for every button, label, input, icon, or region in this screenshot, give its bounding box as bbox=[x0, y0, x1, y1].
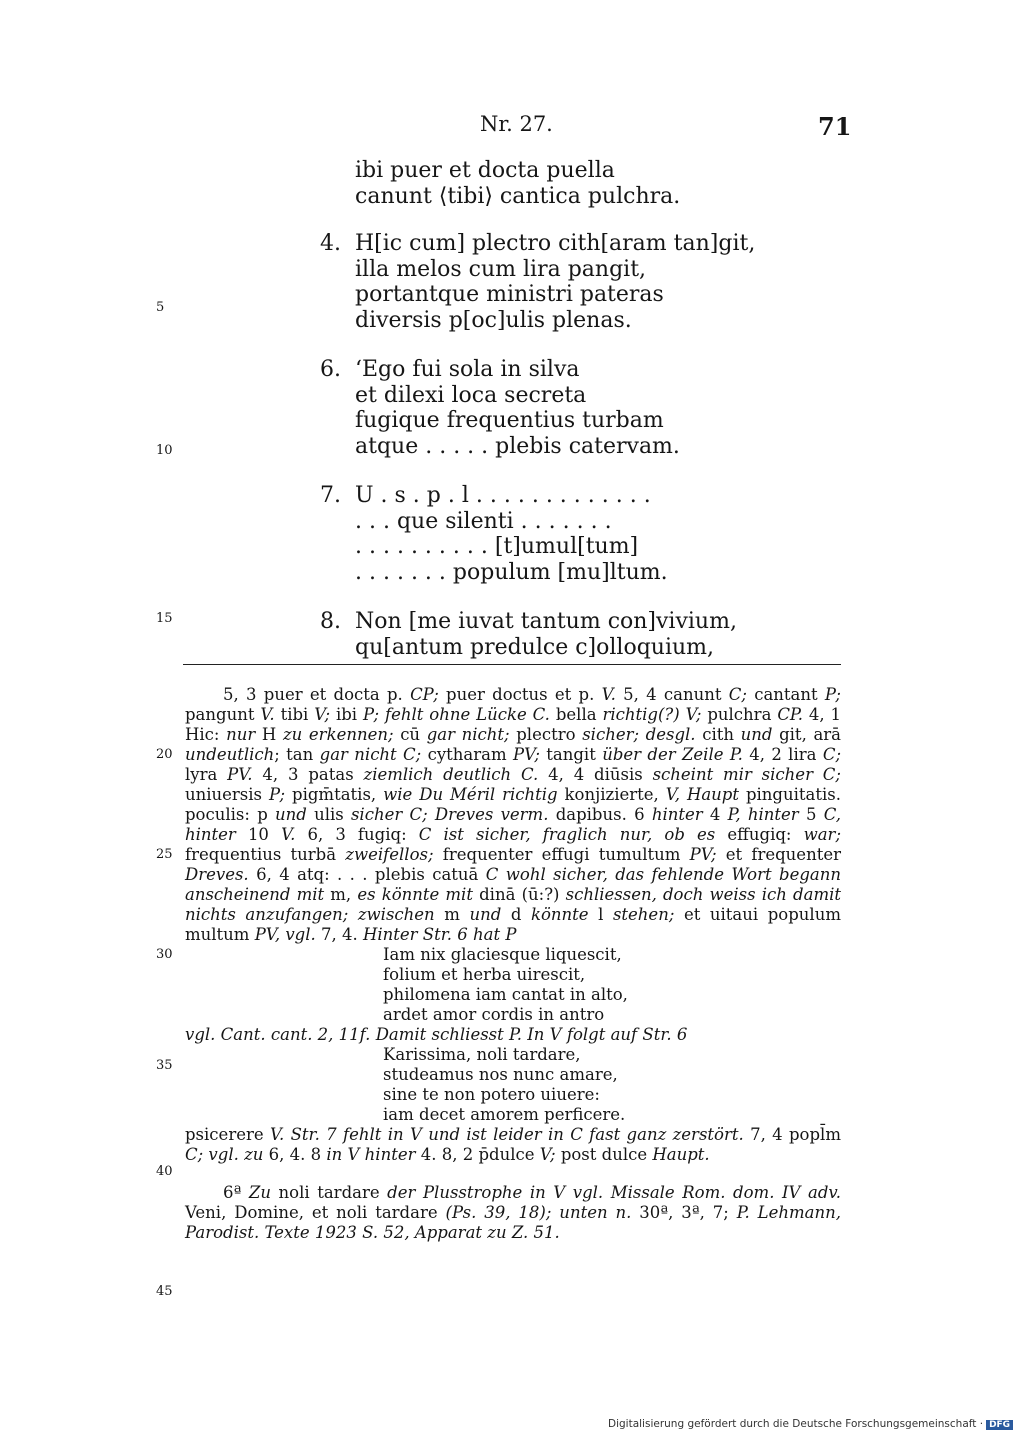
poem-line: illa melos cum lira pangit, bbox=[355, 256, 647, 282]
apparatus-segment: psicerere bbox=[185, 1125, 270, 1144]
apparatus-segment: PV. bbox=[227, 765, 253, 784]
apparatus-segment: 4. 8, 2 p̄dulce bbox=[420, 1145, 540, 1164]
apparatus-segment: pinguitatis. poculis: bbox=[185, 785, 841, 824]
apparatus-segment: dinā (ū:?) bbox=[479, 885, 566, 904]
apparatus-segment: C ist sicher, fraglich nur, ob es bbox=[418, 825, 728, 844]
apparatus-paragraph bbox=[185, 1183, 841, 1243]
apparatus-segment: P, hinter bbox=[727, 805, 806, 824]
apparatus-segment: d bbox=[510, 905, 531, 924]
apparatus-segment: Haupt. bbox=[652, 1145, 710, 1164]
poem-line: H[ic cum] plectro cith[aram tan]git, bbox=[355, 231, 756, 256]
apparatus-segment: gar nicht; bbox=[426, 725, 517, 744]
apparatus-segment: CP; bbox=[410, 685, 447, 704]
apparatus-segment: war; bbox=[803, 825, 842, 844]
apparatus-segment: hinter bbox=[651, 805, 710, 824]
apparatus-segment: PV; bbox=[512, 745, 547, 764]
apparatus-segment: gar nicht C; bbox=[319, 745, 428, 764]
poem-line: canunt ⟨tibi⟩ cantica pulchra. bbox=[355, 183, 681, 209]
poem-line: U . s . p . l . . . . . . . . . . . . . bbox=[355, 483, 651, 508]
apparatus-segment: 5, 3 puer et docta p. bbox=[223, 685, 411, 704]
apparatus-segment: nur bbox=[226, 725, 262, 744]
apparatus-segment: V. bbox=[269, 1125, 285, 1144]
apparatus-segment: zu erkennen; bbox=[282, 725, 401, 744]
line-number: 20 bbox=[156, 747, 173, 762]
footnote-divider bbox=[183, 664, 841, 665]
poem-line: ibi puer et docta puella bbox=[355, 158, 615, 183]
line-number: 30 bbox=[156, 947, 173, 962]
apparatus-segment: 7, 4. bbox=[320, 925, 363, 944]
apparatus-segment: könnte bbox=[530, 905, 599, 924]
apparatus-segment: der Plusstrophe in V vgl. Missale Rom. dom. IV bbox=[387, 1183, 808, 1202]
apparatus-segment: frequenter effugi tumultum bbox=[442, 845, 690, 864]
line-number: 40 bbox=[156, 1164, 173, 1179]
apparatus-segment: 6, 4. 8 bbox=[268, 1145, 327, 1164]
apparatus-segment: tangit bbox=[546, 745, 603, 764]
apparatus-segment: 6ª bbox=[223, 1183, 249, 1202]
apparatus-segment: ; tan bbox=[274, 745, 320, 764]
apparatus-segment: lyra bbox=[185, 765, 228, 784]
apparatus-segment: 7, 4 bbox=[743, 1125, 789, 1144]
apparatus-segment: V; bbox=[539, 1145, 561, 1164]
line-number: 35 bbox=[156, 1058, 173, 1073]
apparatus-segment: 6, 4 atq: . . . plebis catuā bbox=[248, 865, 486, 884]
poem-line: fugique frequentius turbam bbox=[355, 408, 664, 433]
apparatus-segment: zweifellos; bbox=[345, 845, 443, 864]
apparatus-segment: P; bbox=[268, 785, 293, 804]
apparatus-segment: Str. 7 fehlt in V und ist leider in C fast ganz zerstört. bbox=[290, 1125, 744, 1144]
apparatus-paragraph bbox=[185, 685, 841, 945]
poem-line: . . . que silenti . . . . . . . bbox=[355, 508, 612, 534]
apparatus-segment: 5, 4 canunt bbox=[615, 685, 729, 704]
stanza-number: 6. bbox=[320, 357, 341, 382]
line-number: 5 bbox=[156, 300, 165, 315]
apparatus-segment: bella bbox=[549, 705, 603, 724]
apparatus-segment: vgl. Cant. cant. 2, 11f. bbox=[185, 1025, 371, 1044]
poem-line: ‘Ego fui sola in silva bbox=[355, 357, 580, 382]
apparatus-segment: adv. bbox=[807, 1183, 841, 1202]
stanza-number: 8. bbox=[320, 609, 341, 634]
apparatus-segment: pangunt bbox=[185, 705, 261, 724]
apparatus-segment: es könnte mit bbox=[357, 885, 480, 904]
apparatus-segment: ich damit nichts anzufangen; zwischen bbox=[185, 885, 841, 924]
stanza-7 bbox=[312, 483, 832, 585]
poem-line: . . . . . . . populum [mu]ltum. bbox=[355, 559, 668, 585]
funding-notice bbox=[608, 1418, 1013, 1430]
apparatus-segment: pulchra bbox=[707, 705, 778, 724]
verse-line: philomena iam cantat in alto, bbox=[383, 985, 628, 1004]
verse-line: sine te non potero uiuere: bbox=[383, 1085, 600, 1104]
apparatus-segment: popl̄m bbox=[789, 1125, 841, 1144]
apparatus-segment: plectro bbox=[516, 725, 583, 744]
apparatus-segment: 10 bbox=[247, 825, 282, 844]
apparatus-segment: cantant bbox=[754, 685, 825, 704]
apparatus-segment: populum multum bbox=[185, 905, 841, 944]
plus-strophe-p bbox=[383, 945, 841, 1025]
apparatus-segment: 4, 4 diūsis bbox=[538, 765, 653, 784]
poem-line: atque . . . . . plebis catervam. bbox=[355, 433, 680, 459]
apparatus-segment: P. Lehmann, Parodist. Texte 1923 S. 52, Apparat zu Z. 51. bbox=[185, 1203, 842, 1242]
poem-line: qu[antum predulce c]olloquium, bbox=[355, 634, 715, 660]
apparatus-segment: über der Zeile P. bbox=[602, 745, 743, 764]
critical-apparatus bbox=[185, 685, 841, 1243]
apparatus-segment: scheint mir sicher C; bbox=[652, 765, 841, 784]
apparatus-segment: stehen; bbox=[612, 905, 684, 924]
apparatus-segment: C; vgl. zu bbox=[185, 1145, 269, 1164]
poem-line: . . . . . . . . . . [t]umul[tum] bbox=[355, 534, 639, 559]
apparatus-segment: und bbox=[469, 905, 511, 924]
poem-line: diversis p[oc]ulis plenas. bbox=[355, 307, 632, 333]
funding-text: Digitalisierung gefördert durch die Deutsche Forschungsgemeinschaft · bbox=[608, 1418, 984, 1430]
dfg-logo-icon: DFG bbox=[986, 1420, 1013, 1430]
apparatus-segment: frequentius turbā bbox=[185, 845, 346, 864]
apparatus-segment: effugiq: bbox=[727, 825, 804, 844]
stanza-number: 7. bbox=[320, 483, 341, 508]
apparatus-segment: Veni, Domine, et noli tardare bbox=[185, 1203, 446, 1222]
apparatus-segment: hinter bbox=[185, 825, 248, 844]
poem-line: et dilexi loca secreta bbox=[355, 382, 587, 408]
apparatus-segment: 5 bbox=[805, 805, 824, 824]
apparatus-segment: et uitaui bbox=[683, 905, 768, 924]
apparatus-segment: Dreves. bbox=[185, 865, 249, 884]
stanza-4 bbox=[312, 231, 832, 333]
verse-line: folium et herba uirescit, bbox=[383, 965, 586, 984]
apparatus-segment: C, bbox=[823, 805, 841, 824]
apparatus-segment: schliessen, doch weiss bbox=[565, 885, 762, 904]
apparatus-segment: Hinter Str. 6 hat P bbox=[362, 925, 517, 944]
apparatus-segment: ulis bbox=[314, 805, 351, 824]
line-number: 15 bbox=[156, 611, 173, 626]
apparatus-segment: m, bbox=[330, 885, 358, 904]
apparatus-segment: et frequenter bbox=[725, 845, 841, 864]
apparatus-segment: 6, 3 fugiq: bbox=[295, 825, 419, 844]
apparatus-segment: pigm̄tatis, bbox=[292, 785, 384, 804]
apparatus-segment: cith bbox=[702, 725, 741, 744]
apparatus-segment: puer doctus et p. bbox=[446, 685, 602, 704]
apparatus-segment: wie Du Méril richtig bbox=[383, 785, 565, 804]
apparatus-segment: richtig(?) V; bbox=[602, 705, 708, 724]
line-number: 25 bbox=[156, 847, 173, 862]
poem-text bbox=[312, 158, 832, 684]
poem-line: Non [me iuvat tantum con]vivium, bbox=[355, 609, 737, 634]
poem-intro bbox=[312, 158, 832, 209]
apparatus-segment: dapibus. 6 bbox=[555, 805, 652, 824]
apparatus-segment: sicher C; Dreves verm. bbox=[350, 805, 556, 824]
apparatus-segment: p bbox=[257, 805, 275, 824]
running-head: Nr. 27. bbox=[480, 112, 553, 136]
apparatus-segment: CP. bbox=[777, 705, 803, 724]
apparatus-segment: V. bbox=[601, 685, 616, 704]
apparatus-segment: C; bbox=[822, 745, 842, 764]
apparatus-segment: und bbox=[275, 805, 315, 824]
apparatus-segment: C; bbox=[728, 685, 755, 704]
apparatus-segment: uniuersis bbox=[185, 785, 269, 804]
apparatus-segment: Zu bbox=[248, 1183, 279, 1202]
apparatus-segment: P; fehlt ohne Lücke C. bbox=[363, 705, 550, 724]
verse-line: Iam nix glaciesque liquescit, bbox=[383, 945, 622, 964]
verse-line: studeamus nos nunc amare, bbox=[383, 1065, 618, 1084]
poem-line: portantque ministri pateras bbox=[355, 282, 664, 307]
stanza-number: 4. bbox=[320, 231, 341, 256]
apparatus-paragraph bbox=[185, 1025, 841, 1045]
apparatus-segment: post dulce bbox=[560, 1145, 653, 1164]
apparatus-segment: ziemlich deutlich C. bbox=[363, 765, 539, 784]
apparatus-segment: PV; bbox=[689, 845, 726, 864]
apparatus-segment: noli tardare bbox=[278, 1183, 388, 1202]
apparatus-segment: tibi bbox=[274, 705, 315, 724]
page-number: 71 bbox=[818, 112, 852, 141]
apparatus-segment: V. bbox=[281, 825, 296, 844]
apparatus-segment: cytharam bbox=[427, 745, 513, 764]
apparatus-segment: PV, vgl. bbox=[254, 925, 321, 944]
apparatus-segment: 4, 3 patas bbox=[252, 765, 364, 784]
apparatus-segment: 4, 1 Hic: bbox=[185, 705, 842, 744]
apparatus-segment: l bbox=[598, 905, 613, 924]
apparatus-segment: 4 bbox=[709, 805, 728, 824]
line-number: 45 bbox=[156, 1284, 173, 1299]
apparatus-segment: konjizierte, bbox=[564, 785, 666, 804]
apparatus-paragraph bbox=[185, 1125, 841, 1165]
apparatus-segment: C wohl sicher, das fehlende Wort bbox=[485, 865, 780, 884]
apparatus-segment: begann anscheinend mit bbox=[185, 865, 841, 904]
stanza-8 bbox=[312, 609, 832, 660]
apparatus-segment: V; bbox=[314, 705, 336, 724]
apparatus-segment: P; bbox=[824, 685, 841, 704]
apparatus-segment: m bbox=[444, 905, 470, 924]
apparatus-segment: git, arā bbox=[779, 725, 842, 744]
apparatus-segment: 30ª, 3ª, 7; bbox=[639, 1203, 737, 1222]
apparatus-segment: cū bbox=[400, 725, 427, 744]
verse-line: ardet amor cordis in antro bbox=[383, 1005, 605, 1024]
apparatus-segment: sicher; desgl. bbox=[582, 725, 703, 744]
apparatus-segment: undeutlich bbox=[185, 745, 275, 764]
stanza-6 bbox=[312, 357, 832, 459]
verse-line: Karissima, noli tardare, bbox=[383, 1045, 581, 1064]
apparatus-segment: V. bbox=[260, 705, 275, 724]
apparatus-segment: in V hinter bbox=[326, 1145, 421, 1164]
plus-strophe-v bbox=[383, 1045, 841, 1125]
apparatus-segment: 4, 2 lira bbox=[742, 745, 823, 764]
apparatus-segment: V, Haupt bbox=[665, 785, 746, 804]
apparatus-segment: H bbox=[261, 725, 283, 744]
apparatus-segment: Damit schliesst P. bbox=[375, 1025, 523, 1044]
verse-line: iam decet amorem perficere. bbox=[383, 1105, 626, 1124]
apparatus-segment: ibi bbox=[335, 705, 363, 724]
line-number: 10 bbox=[156, 443, 173, 458]
apparatus-segment: und bbox=[740, 725, 780, 744]
apparatus-segment: In V folgt auf Str. 6 bbox=[527, 1025, 688, 1044]
apparatus-segment: (Ps. 39, 18); unten n. bbox=[445, 1203, 640, 1222]
